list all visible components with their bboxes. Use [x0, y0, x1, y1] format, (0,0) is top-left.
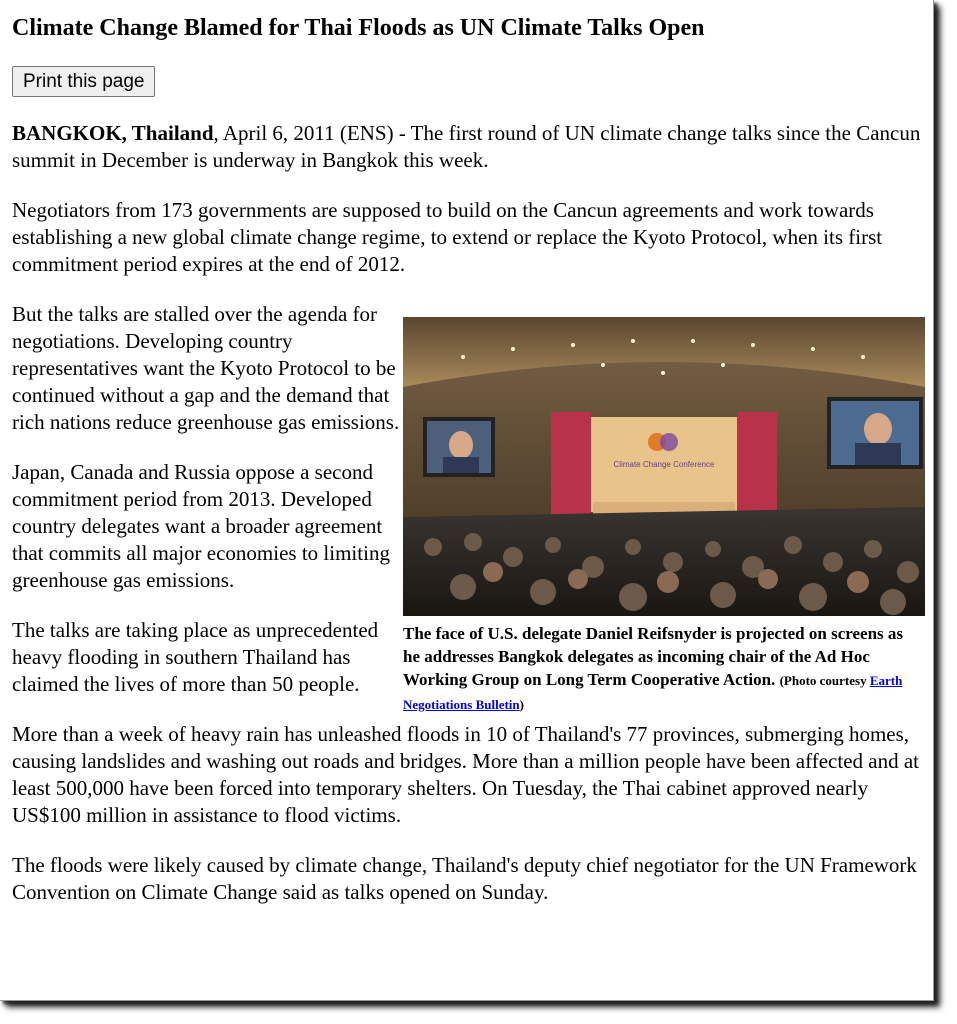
print-button[interactable]: Print this page: [12, 66, 155, 97]
photo-caption: [403, 622, 923, 716]
paragraph-negotiators: Negotiators from 173 governments are supposed to build on the Cancun agreements and work towards establishing a new global climate change regime, to extend or replace the Kyoto Protocol, when its first commitment period expires at the end of 2012.: [12, 198, 883, 276]
paragraph-stalled: But the talks are stalled over the agenda for negotiations. Developing country representatives want the Kyoto Protocol to be continued without a gap and the demand that rich nations reduce greenhouse gas emissions.: [12, 302, 400, 434]
dateline-paragraph: [12, 120, 926, 174]
conference-photo: [403, 317, 925, 616]
credit-prefix: (Photo courtesy: [779, 673, 870, 688]
stage-banner-text: Climate Change Conference: [613, 460, 715, 469]
paragraph-climate-cause: The floods were likely caused by climate change, Thailand's deputy chief negotiator for the UN Framework Convention on Climate Change said as talks opened on Sunday.: [12, 853, 917, 904]
article-content: [12, 14, 926, 906]
paragraph-flooding: The talks are taking place as unprecedented heavy flooding in southern Thailand has claimed the lives of more than 50 people.: [12, 618, 379, 696]
paragraph-japan: Japan, Canada and Russia oppose a second commitment period from 2013. Developed country delegates want a broader agreement that commits all major economies to limiting greenhouse gas emissions.: [12, 460, 390, 592]
caption-text: The face of U.S. delegate Daniel Reifsnyder is projected on screens as he addresses Bangkok delegates as incoming chair of the Ad Hoc Working Group on Long Term Cooperative Action.: [403, 624, 904, 689]
article-figure: [403, 317, 925, 716]
dateline-text: , April 6, 2011 (ENS) - The first round of UN climate change talks since the Cancun summit in December is underway in Bangkok this week.: [12, 121, 921, 172]
paragraph-heavy-rain: More than a week of heavy rain has unleashed floods in 10 of Thailand's 77 provinces, submerging homes, causing landslides and washing out roads and bridges. More than a million people have been affected and at least 500,000 have been forced into temporary shelters. On Tuesday, the Thai cabinet approved nearly US$100 million in assistance to flood victims.: [12, 722, 920, 827]
dateline-location: BANGKOK, Thailand: [12, 121, 214, 145]
credit-suffix: ): [519, 697, 524, 712]
earth-negotiations-bulletin-link[interactable]: Earth Negotiations Bulletin: [403, 673, 903, 712]
article-headline: Climate Change Blamed for Thai Floods as UN Climate Talks Open: [12, 15, 705, 41]
